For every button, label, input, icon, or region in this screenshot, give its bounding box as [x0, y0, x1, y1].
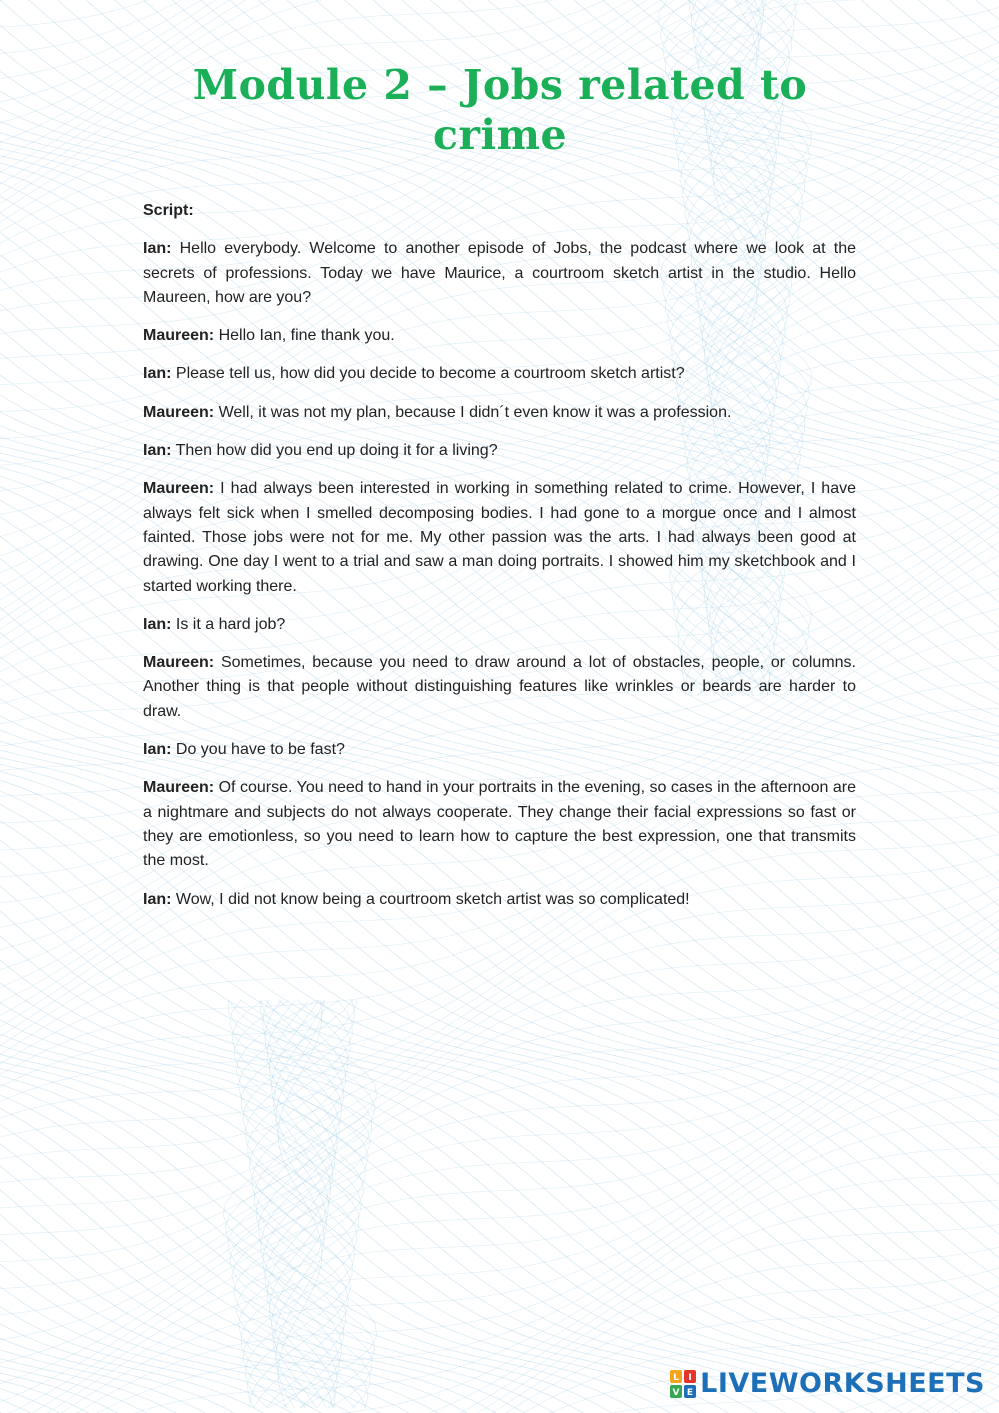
dialogue-list	[143, 237, 856, 912]
guilloche-line	[0, 967, 999, 1413]
guilloche-line	[0, 1064, 999, 1413]
speaker-name: Ian:	[143, 741, 172, 759]
guilloche-line	[0, 1091, 999, 1413]
line-text: Of course. You need to hand in your portraits in the evening, so cases in the afternoon are a nightmare and subjects do not always cooperate. They change their facial expressions so fast or they are emotionless, so you need to learn how to capture the best expression, one that transmits the most.	[143, 779, 856, 870]
dialogue-line	[143, 324, 856, 348]
guilloche-line	[245, 1000, 355, 1408]
dialogue-line	[143, 776, 856, 873]
dialogue-line	[143, 477, 856, 598]
guilloche-line	[0, 0, 999, 14]
page-title: Module 2 – Jobs related to crime	[192, 61, 808, 159]
speaker-name: Maureen:	[143, 654, 215, 672]
dialogue-line	[143, 738, 856, 762]
badge-letter: L	[673, 1372, 680, 1383]
dialogue-line	[143, 651, 856, 724]
line-text: Sometimes, because you need to draw around a lot of obstacles, people, or columns. Another thing is that people without distinguishing features like wrinkles or beards are harder to draw.	[143, 654, 856, 720]
speaker-name: Ian:	[143, 365, 172, 383]
guilloche-line	[0, 988, 999, 1413]
dialogue-line	[143, 888, 856, 912]
speaker-name: Ian:	[143, 615, 172, 633]
guilloche-line	[0, 896, 999, 1291]
guilloche-line	[0, 1063, 999, 1413]
speaker-name: Maureen:	[143, 403, 215, 421]
line-text: Hello Ian, fine thank you.	[218, 327, 395, 345]
line-text: Wow, I did not know being a courtroom sketch artist was so complicated!	[175, 890, 690, 908]
speaker-name: Maureen:	[143, 327, 215, 345]
guilloche-line	[0, 1038, 999, 1413]
guilloche-line	[0, 918, 999, 1345]
speaker-name: Maureen:	[143, 779, 215, 797]
dialogue-line	[143, 439, 856, 463]
badge-letter: V	[672, 1387, 680, 1398]
line-text: Do you have to be fast?	[175, 741, 345, 759]
dialogue-line	[143, 401, 856, 425]
line-text: Please tell us, how did you decide to become a courtroom sketch artist?	[175, 365, 685, 383]
line-text: Hello everybody. Welcome to another episode of Jobs, the podcast where we look at the secrets of professions. Today we have Maurice, a courtroom sketch artist in the studio. Hello Maureen, how are you?	[143, 240, 857, 306]
guilloche-line	[0, 1401, 999, 1413]
dialogue-line	[143, 362, 856, 386]
guilloche-line	[269, 1000, 331, 1408]
script-label: Script:	[143, 202, 194, 219]
speaker-name: Maureen:	[143, 480, 215, 498]
line-text: Well, it was not my plan, because I didn´t even know it was a profession.	[218, 403, 732, 421]
guilloche-line	[0, 868, 999, 1413]
guilloche-line	[0, 989, 999, 1413]
guilloche-line	[232, 1000, 368, 1408]
logo-text: LIVEWORKSHEETS	[700, 1368, 985, 1399]
dialogue-line	[143, 237, 856, 310]
script-body	[143, 199, 856, 926]
dialogue-line	[143, 613, 856, 637]
badge-letter: I	[688, 1372, 692, 1383]
speaker-name: Ian:	[143, 442, 172, 460]
guilloche-line	[256, 1000, 344, 1408]
guilloche-line	[0, 1088, 999, 1413]
line-text: I had always been interested in working in something related to crime. However, I have always felt sick when I smelled decomposing bodies. I had gone to a morgue once and I almost fainted. Those jobs were not for me. My other passion was the arts. I had always been good at drawing. One day I went to a trial and saw a man doing portraits. I showed him my sketchbook and I started working there.	[143, 480, 856, 595]
guilloche-line	[0, 1079, 999, 1413]
liveworksheets-logo[interactable]	[670, 1368, 985, 1399]
speaker-name: Ian:	[143, 890, 172, 908]
line-text: Then how did you end up doing it for a living?	[175, 442, 498, 460]
line-text: Is it a hard job?	[175, 615, 286, 633]
speaker-name: Ian:	[143, 240, 172, 258]
badge-letter: E	[687, 1387, 694, 1398]
liveworksheets-badge-icon	[670, 1370, 696, 1398]
